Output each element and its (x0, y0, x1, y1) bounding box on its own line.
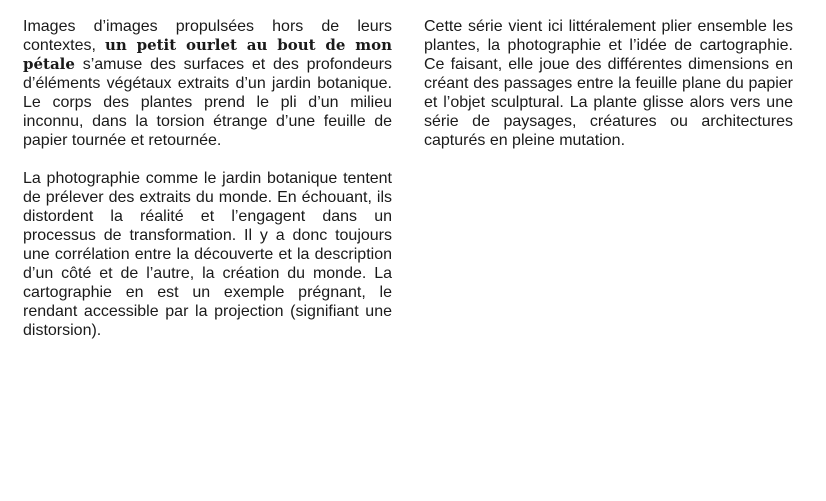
left-text-column (23, 17, 392, 359)
right-paragraph-1: Cette série vient ici littéralement plier ensemble les plantes, la photographie et l’idée de cartographie. Ce faisant, elle joue des différentes dimensions en créant des passages entre la feuille plane du papier et l’objet sculptural. La plante glisse alors vers une série de paysages, créatures ou architectures capturés en pleine mutation. (424, 18, 793, 149)
paragraph-1-intro-text: Images d’images propulsées hors de leurs contextes, (23, 18, 392, 54)
left-paragraph-2: La photographie comme le jardin botanique tentent de prélever des extraits du monde. En échouant, ils distordent la réalité et l’engagent dans un processus de transformation. Il y a donc toujours une corrélation entre la découverte et la description d’un côté et de l’autre, la création du monde. La cartographie en est un exemple prégnant, le rendant accessible par la projection (signifiant une distorsion). (23, 170, 392, 339)
artwork-title-emphasis: un petit ourlet au bout de mon pétale (23, 36, 393, 73)
right-text-column (424, 17, 793, 169)
paragraph-1-body-text: s’amuse des surfaces et des profondeurs d’éléments végétaux extraits d’un jardin botanique. Le corps des plantes prend le pli d’un milieu inconnu, dans la torsion étrange d’une feuille de papier tournée et retournée. (23, 56, 392, 149)
left-paragraph-1 (23, 17, 392, 150)
